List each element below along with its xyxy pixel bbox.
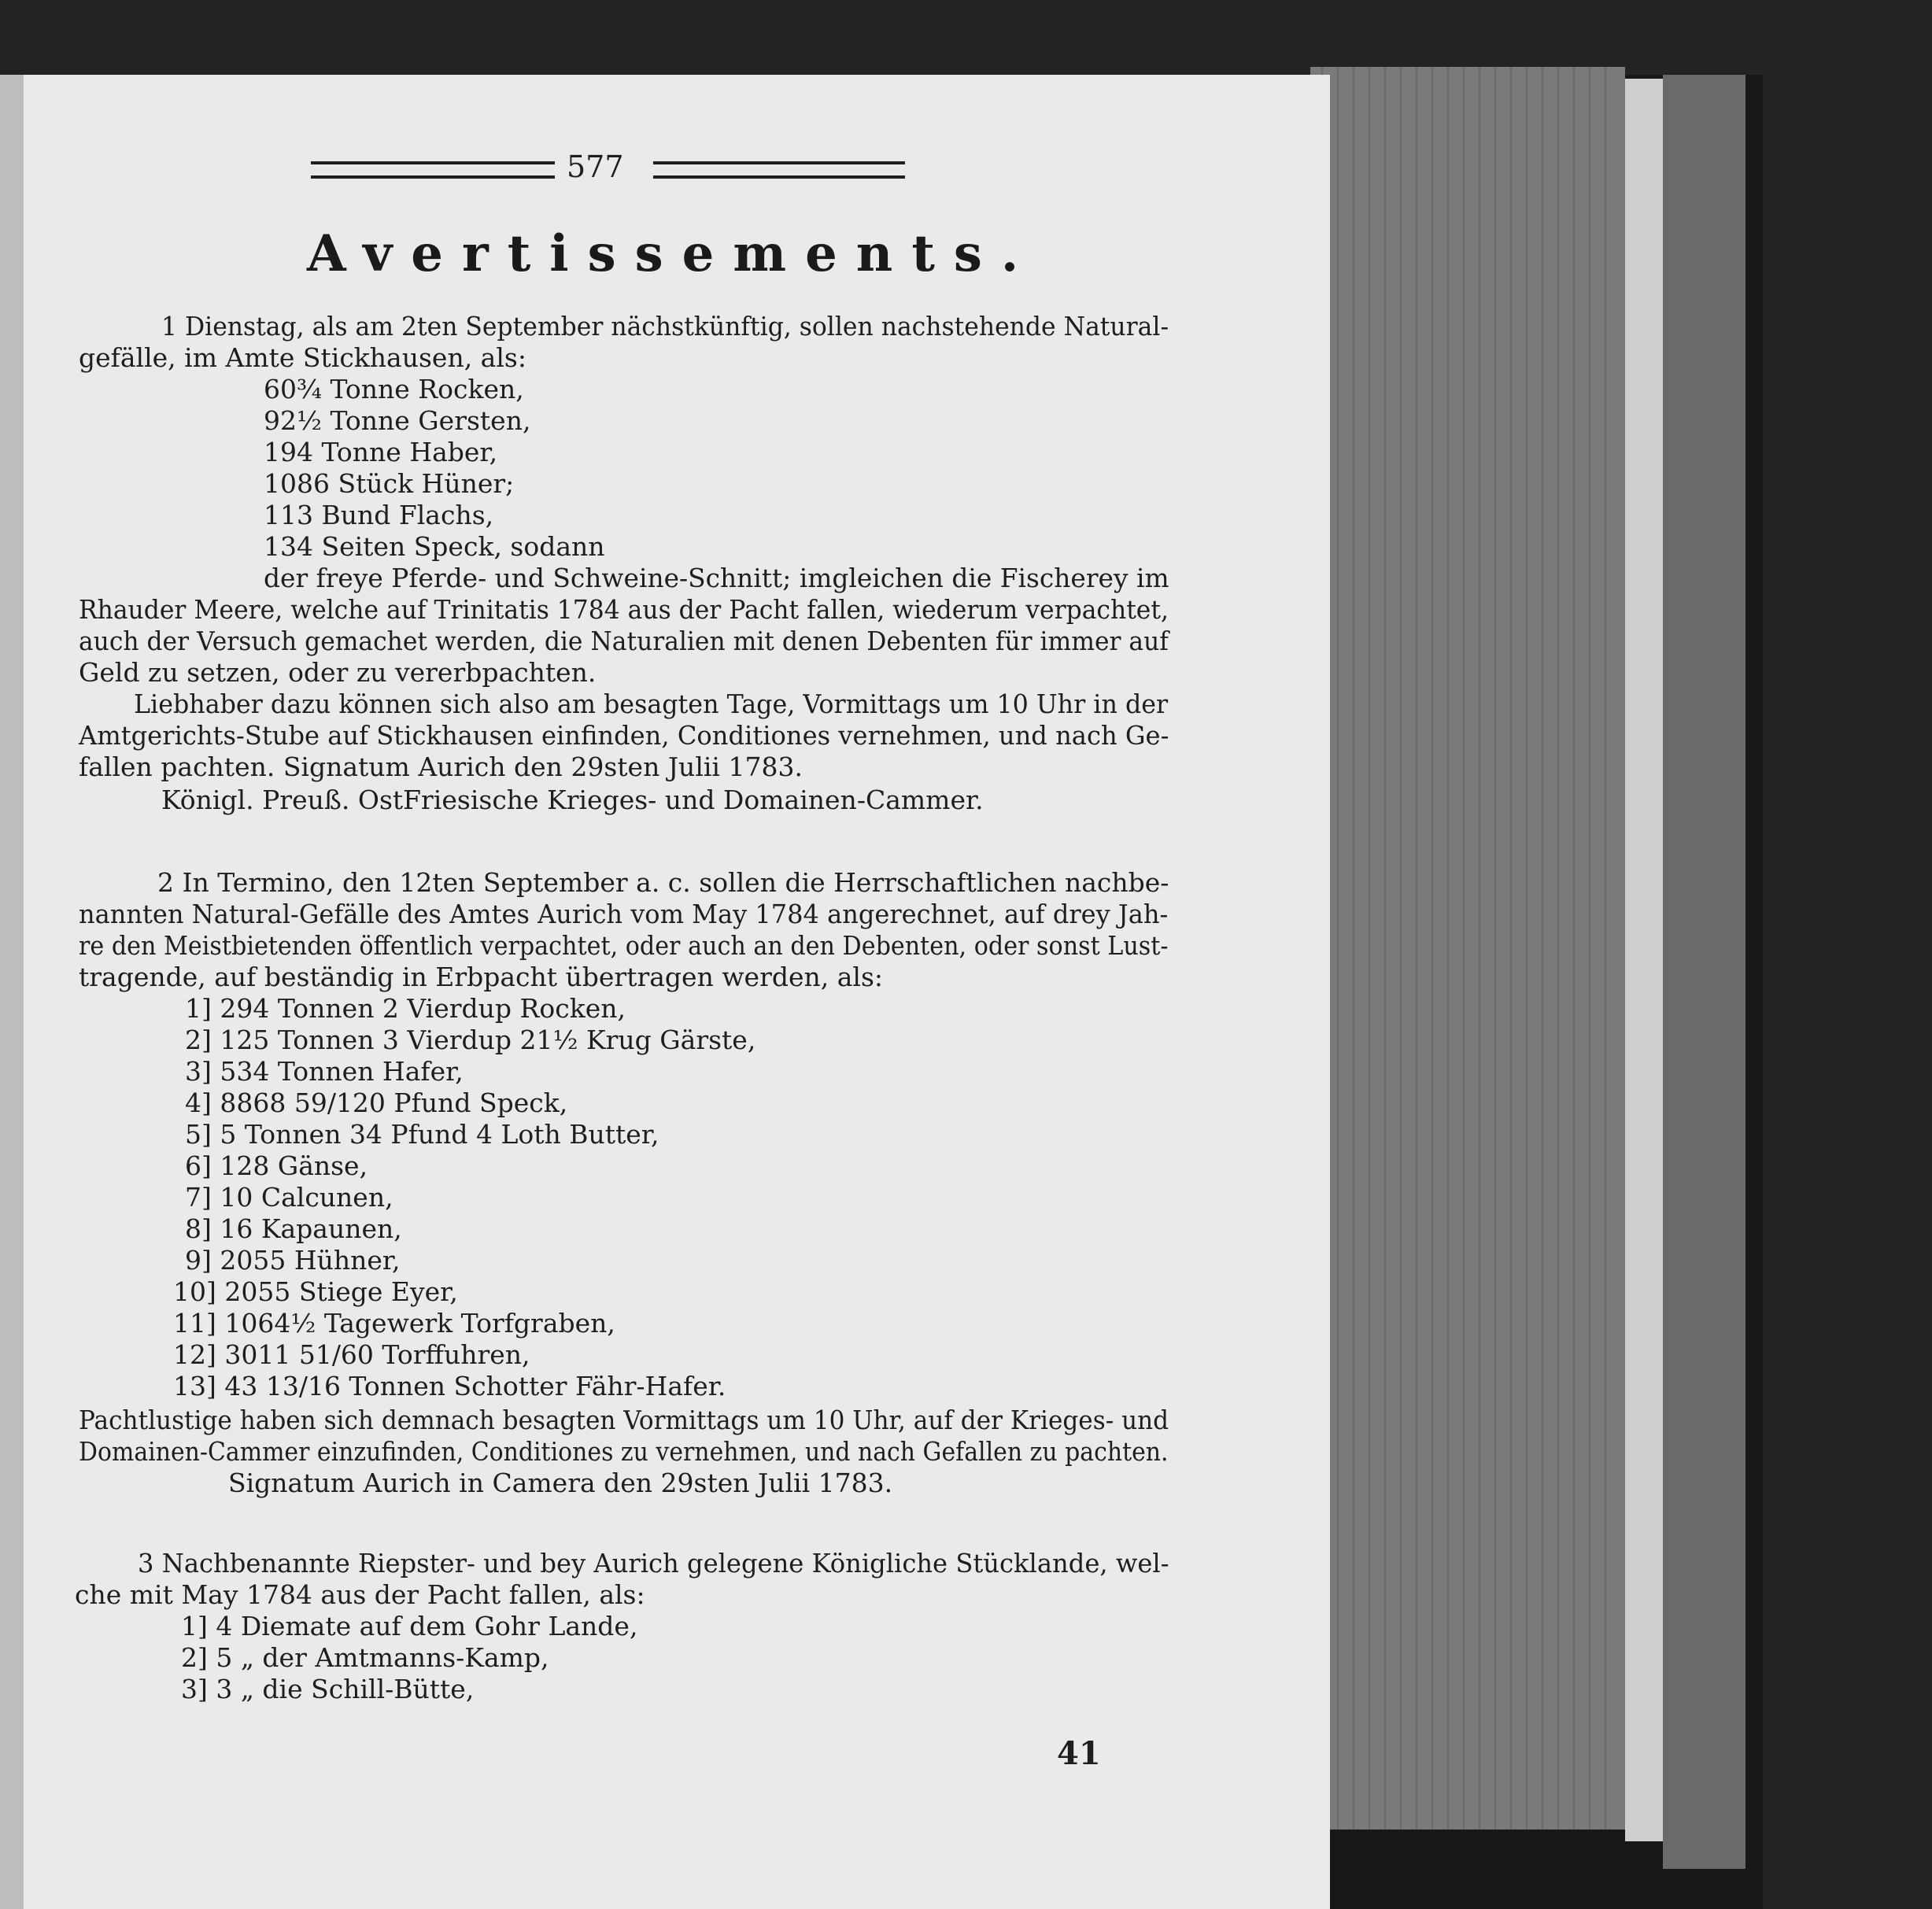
cover-lining — [1625, 79, 1663, 1841]
notice-1-line: fallen pachten. Signatum Aurich den 29sten Julii 1783. — [79, 751, 803, 782]
previous-page-edge — [0, 75, 25, 1909]
notice-1-item: 194 Tonne Haber, — [264, 437, 498, 467]
page-number: 577 — [567, 150, 624, 184]
notice-1-line: 1 Dienstag, als am 2ten September nächstkünftig, sollen nachstehende Natural- — [161, 311, 1169, 342]
notice-1-item: 92½ Tonne Gersten, — [264, 405, 531, 436]
notice-2-item: 4] 8868 59/120 Pfund Speck, — [185, 1087, 568, 1118]
notice-3-item: 2] 5 „ der Amtmanns-Kamp, — [181, 1642, 549, 1673]
notice-2-item: 1] 294 Tonnen 2 Vierdup Rocken, — [185, 993, 626, 1024]
notice-2-line: nannten Natural-Gefälle des Amtes Aurich vom May 1784 angerechnet, auf drey Jah- — [79, 899, 1169, 929]
notice-1-signature: Königl. Preuß. OstFriesische Krieges- und Domainen-Cammer. — [161, 785, 984, 815]
notice-2-item: 6] 128 Gänse, — [185, 1150, 368, 1181]
notice-1-item: 60¾ Tonne Rocken, — [264, 374, 524, 404]
notice-2-line: Pachtlustige haben sich demnach besagten Vormittags um 10 Uhr, auf der Krieges- und — [79, 1405, 1169, 1435]
notice-1-line: Liebhaber dazu können sich also am besagten Tage, Vormittags um 10 Uhr in der — [134, 689, 1169, 719]
cover-board — [1663, 75, 1745, 1869]
notice-1-item: 113 Bund Flachs, — [264, 500, 494, 530]
notice-2-item: 10] 2055 Stiege Eyer, — [173, 1276, 458, 1307]
notice-3-line: che mit May 1784 aus der Pacht fallen, als: — [75, 1579, 645, 1610]
page-block — [1310, 67, 1625, 1830]
book-page — [24, 75, 1330, 1909]
notice-2-item: 12] 3011 51/60 Torffuhren, — [173, 1339, 530, 1370]
notice-1-item: 1086 Stück Hüner; — [264, 468, 515, 499]
notice-1-line: gefälle, im Amte Stickhausen, als: — [79, 342, 526, 373]
notice-1-line: auch der Versuch gemachet werden, die Naturalien mit denen Debenten für immer auf — [79, 626, 1169, 656]
notice-1-line: Geld zu setzen, oder zu vererbpachten. — [79, 657, 597, 688]
signature-mark: 41 — [1057, 1735, 1101, 1772]
notice-2-item: 11] 1064½ Tagewerk Torfgraben, — [173, 1308, 615, 1339]
notice-2-line: re den Meistbietenden öffentlich verpachtet, oder auch an den Debenten, oder sonst Lust- — [79, 930, 1169, 961]
notice-2-signature: Signatum Aurich in Camera den 29sten Julii 1783. — [228, 1468, 893, 1498]
notice-2-item: 5] 5 Tonnen 34 Pfund 4 Loth Butter, — [185, 1119, 659, 1150]
notice-2-item: 7] 10 Calcunen, — [185, 1182, 393, 1213]
notice-3-item: 3] 3 „ die Schill-Bütte, — [181, 1674, 475, 1704]
section-title: Avertissements. — [307, 224, 1038, 283]
notice-2-item: 9] 2055 Hühner, — [185, 1245, 401, 1276]
header-rule-right — [653, 161, 905, 179]
notice-1-line: Rhauder Meere, welche auf Trinitatis 1784 aus der Pacht fallen, wiederum verpachtet, — [79, 594, 1169, 625]
notice-2-line: 2 In Termino, den 12ten September a. c. sollen die Herrschaftlichen nachbe- — [157, 867, 1169, 898]
notice-2-line: tragende, auf beständig in Erbpacht übertragen werden, als: — [79, 962, 884, 992]
notice-2-item: 3] 534 Tonnen Hafer, — [185, 1056, 464, 1087]
notice-1-line: Amtgerichts-Stube auf Stickhausen einfinden, Conditiones vernehmen, und nach Ge- — [79, 720, 1169, 751]
notice-3-line: 3 Nachbenannte Riepster- und bey Aurich gelegene Königliche Stücklande, wel- — [138, 1548, 1169, 1579]
notice-2-item: 13] 43 13/16 Tonnen Schotter Fähr-Hafer. — [173, 1371, 726, 1401]
header-rule-left — [311, 161, 555, 179]
notice-2-line: Domainen-Cammer einzufinden, Conditiones zu vernehmen, und nach Gefallen zu pachten. — [79, 1436, 1169, 1467]
notice-1-line: der freye Pferde- und Schweine-Schnitt; imgleichen die Fischerey im — [264, 563, 1169, 593]
notice-3-item: 1] 4 Diemate auf dem Gohr Lande, — [181, 1611, 638, 1641]
notice-2-item: 8] 16 Kapaunen, — [185, 1213, 402, 1244]
notice-2-item: 2] 125 Tonnen 3 Vierdup 21½ Krug Gärste, — [185, 1025, 756, 1055]
notice-1-item: 134 Seiten Speck, sodann — [264, 531, 605, 562]
